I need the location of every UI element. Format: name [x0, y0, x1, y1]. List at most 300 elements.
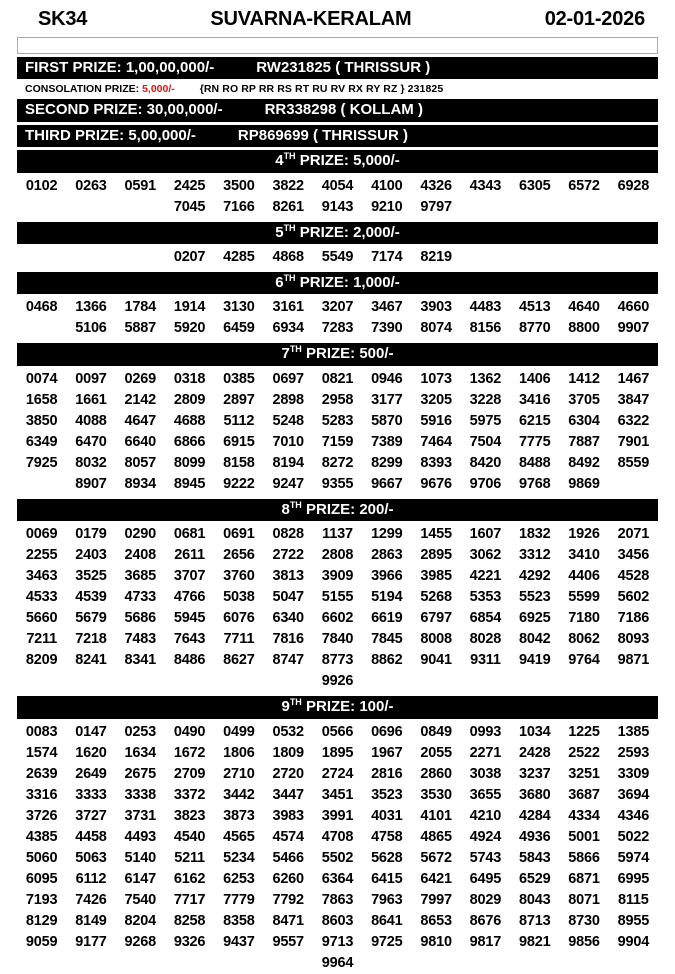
number-spacer — [609, 671, 658, 692]
fifth-prize-numbers — [17, 247, 658, 268]
winning-number: 0269 — [124, 370, 156, 387]
winning-number: 3847 — [617, 391, 650, 408]
winning-number: 0083 — [25, 723, 58, 740]
winning-number: 7887 — [568, 433, 600, 450]
winning-number: 5047 — [272, 589, 304, 606]
winning-number: 8471 — [272, 912, 304, 929]
winning-number: 1658 — [25, 391, 58, 408]
winning-number: 9041 — [420, 652, 452, 669]
winning-number: 5686 — [124, 610, 156, 627]
winning-number: 9437 — [223, 933, 255, 950]
winning-number: 4868 — [272, 248, 304, 265]
winning-number: 0849 — [420, 723, 452, 740]
sixth-prize-numbers — [17, 297, 658, 339]
number-row — [17, 318, 658, 339]
winning-number: 9817 — [469, 933, 502, 950]
winning-number: 9247 — [272, 475, 304, 492]
sixth-prize-suffix: TH — [283, 273, 296, 283]
number-spacer — [214, 671, 263, 692]
number-row — [17, 953, 658, 974]
winning-number: 2897 — [223, 391, 255, 408]
winning-number: 3731 — [124, 807, 156, 824]
number-spacer — [165, 953, 214, 974]
winning-number: 5887 — [124, 320, 156, 337]
ninth-prize-ordinal: 9 — [281, 698, 290, 716]
winning-number: 1926 — [568, 526, 600, 543]
winning-number: 8945 — [173, 475, 206, 492]
winning-number: 5038 — [223, 589, 255, 606]
eighth-prize-label: PRIZE: 200/- — [301, 500, 394, 518]
winning-number: 1895 — [321, 744, 354, 761]
number-spacer — [116, 953, 165, 974]
number-row — [17, 297, 658, 318]
winning-number: 0532 — [272, 723, 304, 740]
winning-number: 9869 — [568, 475, 600, 492]
number-spacer — [66, 197, 115, 218]
winning-number: 7997 — [420, 891, 452, 908]
winning-number: 0993 — [469, 723, 502, 740]
winning-number: 2895 — [420, 547, 452, 564]
winning-number: 6640 — [124, 433, 156, 450]
number-row — [17, 524, 658, 545]
winning-number: 1634 — [124, 744, 156, 761]
winning-number: 4574 — [272, 828, 304, 845]
winning-number: 2816 — [371, 765, 403, 782]
number-row — [17, 785, 658, 806]
winning-number: 4343 — [469, 177, 502, 194]
winning-number: 8258 — [173, 912, 206, 929]
winning-number: 0147 — [75, 723, 107, 740]
winning-number: 7963 — [371, 891, 403, 908]
winning-number: 3177 — [371, 391, 403, 408]
number-row — [17, 743, 658, 764]
ninth-prize-band — [17, 696, 658, 718]
sixth-prize-ordinal: 6 — [275, 274, 284, 291]
winning-number: 2639 — [25, 765, 58, 782]
winning-number: 9419 — [518, 652, 551, 669]
winning-number: 3463 — [25, 568, 58, 585]
winning-number: 8676 — [469, 912, 502, 929]
winning-number: 9713 — [321, 933, 354, 950]
draw-code: SK34 — [38, 8, 88, 30]
winning-number: 8261 — [272, 198, 304, 215]
winning-number: 2898 — [272, 391, 304, 408]
sixth-prize-label: PRIZE: 1,000/- — [295, 274, 400, 291]
winning-number: 9810 — [420, 933, 452, 950]
number-row — [17, 197, 658, 218]
number-row — [17, 848, 658, 869]
winning-number: 6421 — [420, 870, 452, 887]
winning-number: 4539 — [75, 589, 107, 606]
number-spacer — [461, 197, 510, 218]
winning-number: 3338 — [124, 786, 156, 803]
winning-number: 3228 — [469, 391, 502, 408]
winning-number: 8653 — [420, 912, 452, 929]
number-row — [17, 432, 658, 453]
winning-number: 8115 — [618, 891, 649, 908]
winning-number: 5743 — [469, 849, 502, 866]
winning-number: 4540 — [173, 828, 206, 845]
winning-number: 1034 — [518, 723, 551, 740]
winning-number: 9557 — [272, 933, 304, 950]
number-spacer — [609, 247, 658, 268]
winning-number: 1362 — [469, 370, 502, 387]
winning-number: 0681 — [173, 526, 206, 543]
winning-number: 0696 — [371, 723, 403, 740]
winning-number: 5502 — [321, 849, 354, 866]
winning-number: 0821 — [321, 370, 354, 387]
winning-number: 2649 — [75, 765, 107, 782]
winning-number: 7483 — [124, 631, 156, 648]
winning-number: 4688 — [173, 412, 206, 429]
winning-number: 0207 — [173, 248, 206, 265]
winning-number: 7816 — [272, 631, 304, 648]
winning-number: 3966 — [371, 568, 403, 585]
winning-number: 7845 — [371, 631, 403, 648]
winning-number: 0069 — [25, 526, 58, 543]
winning-number: 2656 — [223, 547, 255, 564]
winning-number: 1914 — [173, 299, 206, 316]
winning-number: 2860 — [420, 765, 452, 782]
winning-number: 7540 — [124, 891, 156, 908]
winning-number: 3705 — [568, 391, 600, 408]
winning-number: 5112 — [223, 412, 255, 429]
winning-number: 8955 — [617, 912, 650, 929]
winning-number: 7840 — [321, 631, 354, 648]
winning-number: 6147 — [124, 870, 156, 887]
winning-number: 7775 — [518, 433, 551, 450]
winning-number: 9210 — [371, 198, 403, 215]
winning-number: 1073 — [420, 370, 452, 387]
winning-number: 3685 — [124, 568, 156, 585]
winning-number: 9797 — [420, 198, 452, 215]
winning-number: 4101 — [420, 807, 452, 824]
winning-number: 3316 — [25, 786, 58, 803]
number-row — [17, 369, 658, 390]
winning-number: 5945 — [173, 610, 206, 627]
winning-number: 6322 — [617, 412, 650, 429]
winning-number: 3500 — [223, 177, 255, 194]
winning-number: 6928 — [617, 177, 650, 194]
winning-number: 6995 — [617, 870, 650, 887]
first-prize-ticket: RW231825 ( THRISSUR ) — [256, 59, 431, 76]
winning-number: 7504 — [469, 433, 502, 450]
winning-number: 6495 — [469, 870, 502, 887]
ninth-prize-numbers — [17, 722, 658, 974]
winning-number: 8730 — [568, 912, 600, 929]
winning-number: 4406 — [568, 568, 600, 585]
fourth-prize-ordinal: 4 — [275, 152, 284, 170]
winning-number: 7711 — [223, 631, 255, 648]
number-spacer — [362, 671, 411, 692]
winning-number: 3530 — [420, 786, 452, 803]
winning-number: 3991 — [321, 807, 354, 824]
winning-number: 7186 — [617, 610, 650, 627]
winning-number: 6866 — [173, 433, 206, 450]
winning-number: 7174 — [371, 248, 403, 265]
winning-number: 4385 — [25, 828, 58, 845]
eighth-prize-numbers — [17, 524, 658, 692]
winning-number: 3130 — [223, 299, 255, 316]
winning-number: 6572 — [568, 177, 600, 194]
winning-number: 2428 — [518, 744, 551, 761]
winning-number: 0946 — [371, 370, 403, 387]
number-row — [17, 722, 658, 743]
number-spacer — [411, 671, 460, 692]
winning-number: 8158 — [223, 454, 255, 471]
winning-number: 5660 — [25, 610, 58, 627]
number-row — [17, 932, 658, 953]
winning-number: 6459 — [223, 320, 255, 337]
winning-number: 1412 — [568, 370, 600, 387]
winning-number: 5866 — [568, 849, 600, 866]
winning-number: 6915 — [223, 433, 255, 450]
winning-number: 8907 — [75, 475, 107, 492]
number-spacer — [510, 197, 559, 218]
winning-number: 4865 — [420, 828, 452, 845]
winning-number: 2808 — [321, 547, 354, 564]
winning-number: 2425 — [173, 177, 206, 194]
winning-number: 9355 — [321, 475, 354, 492]
winning-number: 1809 — [272, 744, 304, 761]
winning-number: 7211 — [26, 631, 57, 648]
number-spacer — [461, 671, 510, 692]
winning-number: 6364 — [321, 870, 354, 887]
winning-number: 7717 — [173, 891, 206, 908]
winning-number: 8420 — [469, 454, 502, 471]
winning-number: 9676 — [420, 475, 452, 492]
winning-number: 4483 — [469, 299, 502, 316]
winning-number: 8747 — [272, 652, 304, 669]
winning-number: 8028 — [469, 631, 502, 648]
winning-number: 0097 — [75, 370, 107, 387]
winning-number: 2055 — [420, 744, 452, 761]
winning-number: 2724 — [321, 765, 354, 782]
winning-number: 9177 — [75, 933, 107, 950]
winning-number: 8393 — [420, 454, 452, 471]
number-row — [17, 650, 658, 671]
number-spacer — [66, 671, 115, 692]
number-row — [17, 827, 658, 848]
number-spacer — [116, 247, 165, 268]
page-header — [0, 0, 675, 35]
winning-number: 7010 — [272, 433, 304, 450]
winning-number: 4334 — [568, 807, 600, 824]
winning-number: 5283 — [321, 412, 354, 429]
winning-number: 2408 — [124, 547, 156, 564]
number-spacer — [116, 671, 165, 692]
consolation-prize-row — [17, 82, 658, 96]
winning-number: 6854 — [469, 610, 502, 627]
winning-number: 8093 — [617, 631, 650, 648]
winning-number: 3985 — [420, 568, 452, 585]
winning-number: 3655 — [469, 786, 502, 803]
winning-number: 5353 — [469, 589, 502, 606]
winning-number: 6797 — [420, 610, 452, 627]
winning-number: 4284 — [518, 807, 551, 824]
winning-number: 0566 — [321, 723, 354, 740]
winning-number: 5155 — [321, 589, 354, 606]
winning-number: 7925 — [25, 454, 58, 471]
fifth-prize-ordinal: 5 — [275, 223, 284, 241]
winning-number: 1467 — [617, 370, 650, 387]
winning-number: 9964 — [321, 954, 354, 971]
seventh-prize-label: PRIZE: 500/- — [301, 345, 394, 363]
fifth-prize-suffix: TH — [283, 222, 296, 233]
winning-number: 8341 — [124, 652, 156, 669]
winning-number: 1455 — [420, 526, 452, 543]
winning-number: 3447 — [272, 786, 304, 803]
winning-number: 3251 — [568, 765, 600, 782]
winning-number: 7901 — [617, 433, 650, 450]
third-prize-label: THIRD PRIZE: 5,00,000/- — [25, 126, 196, 144]
winning-number: 3205 — [420, 391, 452, 408]
consolation-prize-series: {RN RO RP RR RS RT RU RV RX RY RZ } 231825 — [199, 83, 444, 96]
winning-number: 7390 — [371, 320, 403, 337]
winning-number: 9667 — [371, 475, 403, 492]
number-row — [17, 247, 658, 268]
winning-number: 5022 — [617, 828, 650, 845]
ninth-prize-label: PRIZE: 100/- — [301, 698, 394, 716]
winning-number: 4285 — [223, 248, 255, 265]
winning-number: 4733 — [124, 589, 156, 606]
seventh-prize-ordinal: 7 — [281, 345, 290, 363]
winning-number: 3903 — [420, 299, 452, 316]
number-spacer — [362, 953, 411, 974]
winning-number: 2403 — [75, 547, 107, 564]
winning-number: 9768 — [518, 475, 551, 492]
winning-number: 7180 — [568, 610, 600, 627]
winning-number: 1299 — [371, 526, 403, 543]
winning-number: 7792 — [272, 891, 304, 908]
winning-number: 4346 — [617, 807, 650, 824]
seventh-prize-numbers — [17, 369, 658, 495]
winning-number: 0697 — [272, 370, 304, 387]
winning-number: 8800 — [568, 320, 600, 337]
winning-number: 8219 — [420, 248, 452, 265]
winning-number: 5672 — [420, 849, 452, 866]
number-row — [17, 390, 658, 411]
winning-number: 4660 — [617, 299, 650, 316]
winning-number: 8862 — [371, 652, 403, 669]
winning-number: 8149 — [75, 912, 107, 929]
winning-number: 9871 — [617, 652, 650, 669]
winning-number: 3694 — [617, 786, 650, 803]
winning-number: 0468 — [25, 299, 58, 316]
number-row — [17, 869, 658, 890]
winning-number: 8062 — [568, 631, 600, 648]
winning-number: 3680 — [518, 786, 551, 803]
number-spacer — [510, 953, 559, 974]
winning-number: 4640 — [568, 299, 600, 316]
winning-number: 8057 — [124, 454, 156, 471]
winning-number: 9725 — [371, 933, 403, 950]
number-spacer — [559, 197, 608, 218]
winning-number: 3467 — [371, 299, 403, 316]
winning-number: 6305 — [518, 177, 551, 194]
winning-number: 4708 — [321, 828, 354, 845]
winning-number: 1225 — [568, 723, 600, 740]
winning-number: 4221 — [469, 568, 502, 585]
fourth-prize-label: PRIZE: 5,000/- — [295, 152, 400, 170]
winning-number: 1137 — [322, 526, 353, 543]
winning-number: 7779 — [223, 891, 255, 908]
winning-number: 8071 — [568, 891, 600, 908]
winning-number: 5843 — [518, 849, 551, 866]
winning-number: 3726 — [25, 807, 58, 824]
winning-number: 5466 — [272, 849, 304, 866]
winning-number: 0074 — [25, 370, 58, 387]
winning-number: 5060 — [25, 849, 58, 866]
winning-number: 3237 — [518, 765, 551, 782]
number-spacer — [214, 953, 263, 974]
winning-number: 8603 — [321, 912, 354, 929]
third-prize-band — [17, 125, 658, 147]
winning-number: 3873 — [223, 807, 255, 824]
number-row — [17, 587, 658, 608]
number-spacer — [17, 197, 66, 218]
winning-number: 5602 — [617, 589, 650, 606]
winning-number: 3442 — [223, 786, 255, 803]
seventh-prize-band — [17, 343, 658, 365]
winning-number: 2709 — [173, 765, 206, 782]
winning-number: 3312 — [518, 547, 551, 564]
winning-number: 3161 — [272, 299, 304, 316]
winning-number: 1672 — [173, 744, 206, 761]
winning-number: 6602 — [321, 610, 354, 627]
eighth-prize-band — [17, 499, 658, 521]
winning-number: 3207 — [321, 299, 354, 316]
number-spacer — [609, 474, 658, 495]
winning-number: 3813 — [272, 568, 304, 585]
winning-number: 4031 — [371, 807, 403, 824]
second-prize-ticket: RR338298 ( KOLLAM ) — [264, 101, 423, 119]
winning-number: 5194 — [371, 589, 403, 606]
winning-number: 4758 — [371, 828, 403, 845]
winning-number: 4054 — [321, 177, 354, 194]
winning-number: 6415 — [371, 870, 403, 887]
number-row — [17, 806, 658, 827]
winning-number: 4936 — [518, 828, 551, 845]
winning-number: 0591 — [124, 177, 156, 194]
winning-number: 1406 — [518, 370, 551, 387]
number-row — [17, 411, 658, 432]
winning-number: 8194 — [272, 454, 304, 471]
winning-number: 5628 — [371, 849, 403, 866]
winning-number: 7159 — [321, 433, 354, 450]
number-row — [17, 453, 658, 474]
winning-number: 2593 — [617, 744, 650, 761]
winning-number: 5920 — [173, 320, 206, 337]
winning-number: 2611 — [174, 547, 205, 564]
winning-number: 0179 — [75, 526, 107, 543]
winning-number: 8770 — [518, 320, 551, 337]
winning-number: 4647 — [124, 412, 156, 429]
winning-number: 5211 — [174, 849, 205, 866]
winning-number: 8492 — [568, 454, 600, 471]
winning-number: 6529 — [518, 870, 551, 887]
winning-number: 8934 — [124, 475, 156, 492]
winning-number: 8713 — [518, 912, 551, 929]
winning-number: 4493 — [124, 828, 156, 845]
winning-number: 3416 — [518, 391, 551, 408]
winning-number: 9856 — [568, 933, 600, 950]
winning-number: 0691 — [223, 526, 255, 543]
winning-number: 6076 — [223, 610, 255, 627]
number-spacer — [17, 474, 66, 495]
number-spacer — [510, 671, 559, 692]
winning-number: 0253 — [124, 723, 156, 740]
